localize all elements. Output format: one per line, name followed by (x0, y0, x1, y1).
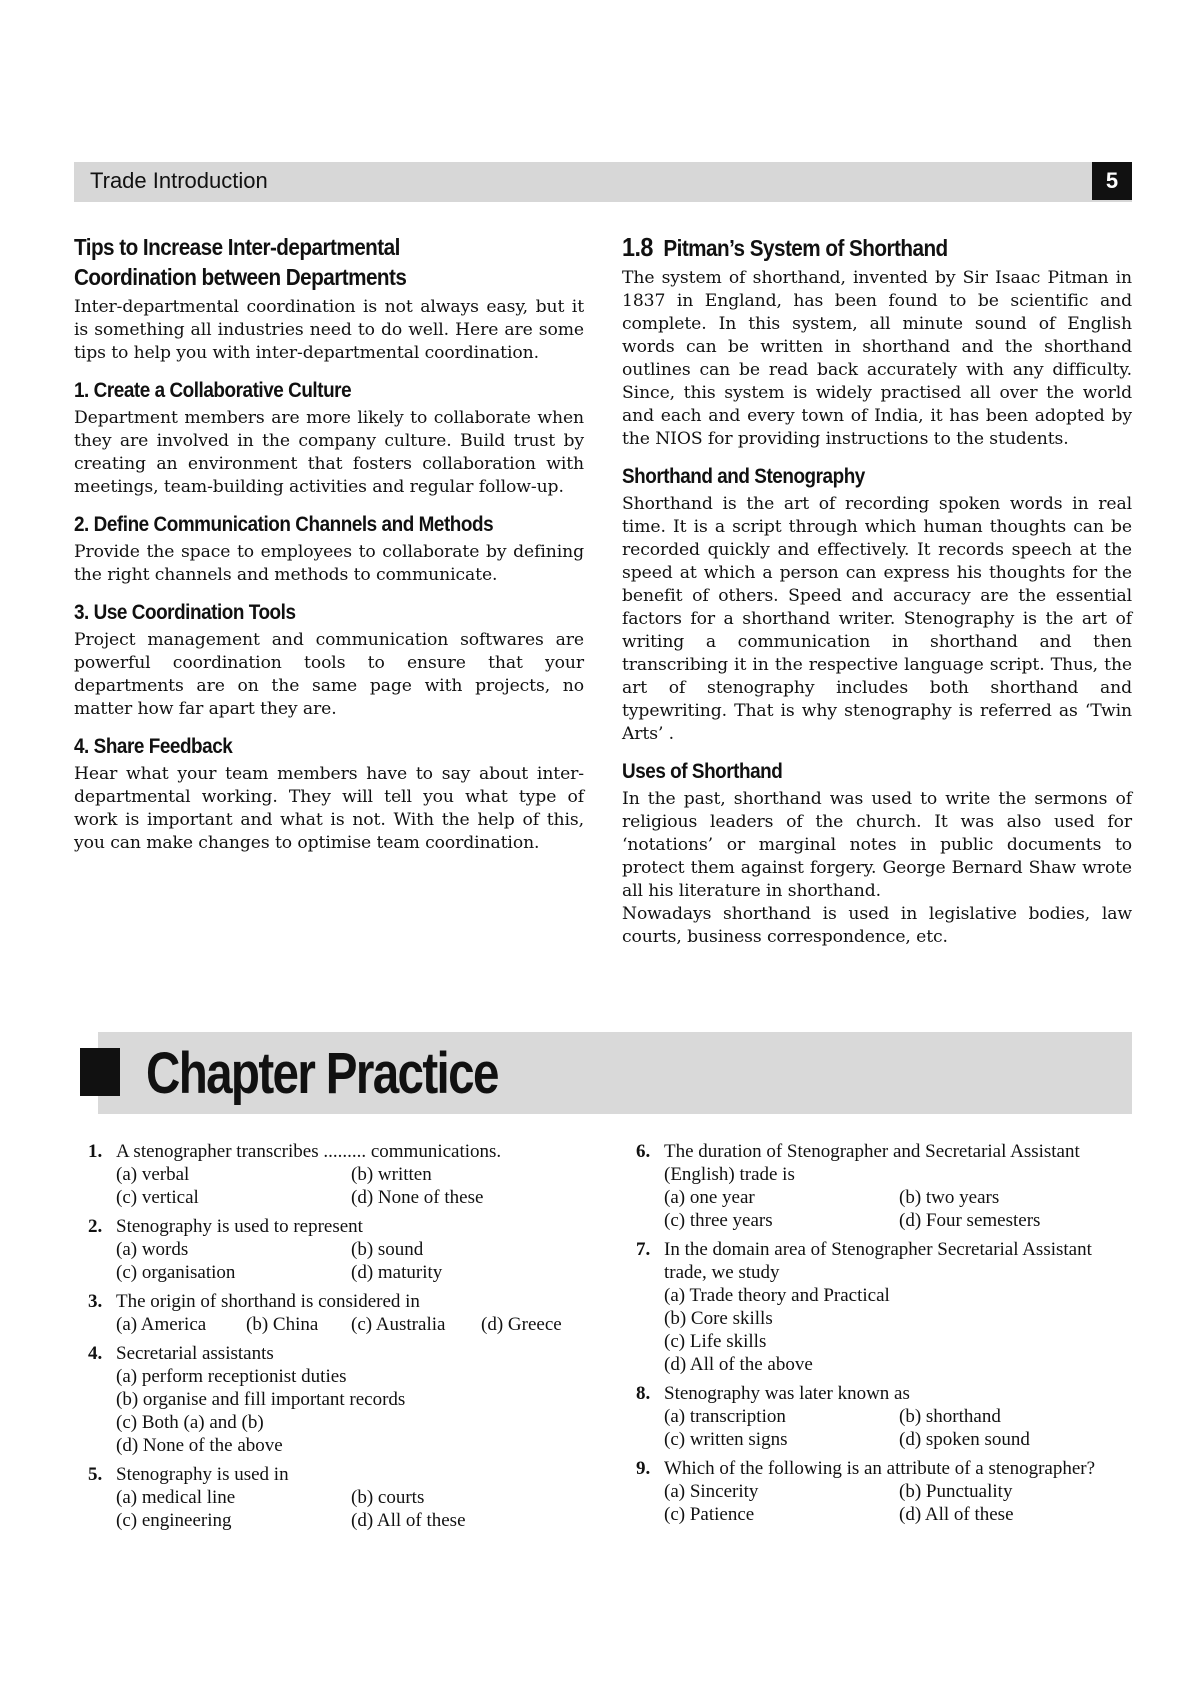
question-number: 3. (88, 1291, 103, 1312)
question-item (88, 1342, 558, 1457)
steno-text: Shorthand is the art of recording spoken words in real time. It is a script through which human thoughts can be recorded quickly and effectively. It records speech at the speed at which a person can express his thoughts for the benefit of others. Speed and accuracy are the essential factors for a shorthand writer. Stenography is the art of writing a communication in shorthand and then transcribing it in the respective language script. Thus, the art of stenography includes both shorthand and typewriting. That is why stenography is referred as ‘Twin Arts’ . (622, 494, 1132, 744)
option: (b) written (351, 1164, 432, 1185)
section-text: Project management and communication softwares are powerful coordination tools to ensure that your departments are on the same page with projects, no matter how far apart they are. (74, 630, 584, 719)
chapter-marker (80, 1048, 120, 1096)
option: (c) Life skills (664, 1331, 767, 1352)
right-column (622, 232, 1132, 949)
question-text: Stenography was later known as (664, 1383, 910, 1404)
uses-heading: Uses of Shorthand (622, 760, 783, 783)
option: (d) None of these (351, 1187, 484, 1208)
question-number: 4. (88, 1343, 103, 1364)
question-text: Secretarial assistants (116, 1343, 274, 1364)
question-text: The duration of Stenographer and Secretarial Assistant (English) trade is (664, 1141, 1080, 1185)
option: (b) sound (351, 1239, 424, 1260)
section-text: Provide the space to employees to collaborate by defining the right channels and methods to communicate. (74, 542, 584, 585)
section-heading: 3. Use Coordination Tools (74, 601, 296, 624)
question-text: Stenography is used to represent (116, 1216, 363, 1237)
section-title: Pitman’s System of Shorthand (663, 235, 948, 261)
option: (a) medical line (116, 1487, 236, 1508)
option: (c) Both (a) and (b) (116, 1412, 264, 1433)
question-text: The origin of shorthand is considered in (116, 1291, 420, 1312)
uses-text: In the past, shorthand was used to write the sermons of religious leaders of the church. It was also used for ‘notations’ or marginal notes in public documents to protect them against forgery. George Bernard Shaw wrote all his literature in shorthand. (622, 789, 1132, 901)
option: (b) Core skills (664, 1308, 773, 1329)
option: (c) vertical (116, 1187, 199, 1208)
section-text: Department members are more likely to collaborate when they are involved in the company culture. Build trust by creating an environment that fosters collaboration with meetings, team-building activities and regular follow-up. (74, 408, 584, 497)
option: (d) Four semesters (899, 1210, 1041, 1231)
section-number: 1.8 (622, 232, 653, 262)
question-text: Which of the following is an attribute of a stenographer? (664, 1458, 1096, 1479)
question-item (636, 1140, 1136, 1232)
option: (d) None of the above (116, 1435, 283, 1456)
option: (a) transcription (664, 1406, 786, 1427)
section-heading: 4. Share Feedback (74, 735, 233, 758)
option: (a) perform receptionist duties (116, 1366, 347, 1387)
option: (a) one year (664, 1187, 755, 1208)
option: (d) All of these (351, 1510, 466, 1531)
question-number: 9. (636, 1458, 651, 1479)
option: (b) China (246, 1314, 319, 1335)
option: (a) America (116, 1314, 207, 1335)
question-item (88, 1215, 558, 1284)
question-item (88, 1463, 558, 1532)
question-item (636, 1457, 1136, 1526)
question-text: Stenography is used in (116, 1464, 289, 1485)
option: (d) spoken sound (899, 1429, 1030, 1450)
pitman-heading (622, 232, 1081, 263)
left-column (74, 232, 584, 855)
option: (d) All of these (899, 1504, 1014, 1525)
steno-heading: Shorthand and Stenography (622, 465, 865, 488)
option: (b) shorthand (899, 1406, 1001, 1427)
option: (a) words (116, 1239, 189, 1260)
option: (b) organise and fill important records (116, 1389, 406, 1410)
question-number: 7. (636, 1239, 651, 1260)
tips-heading-line1: Tips to Increase Inter-departmental (74, 234, 400, 260)
question-number: 1. (88, 1141, 103, 1162)
question-text: A stenographer transcribes ......... communications. (116, 1141, 502, 1162)
question-item (88, 1140, 558, 1209)
questions-right-column (636, 1140, 1136, 1532)
option: (b) courts (351, 1487, 425, 1508)
tips-heading-line2: Coordination between Departments (74, 264, 407, 290)
option: (d) Greece (481, 1314, 562, 1335)
option: (c) Patience (664, 1504, 755, 1525)
option: (c) engineering (116, 1510, 232, 1531)
questions-left-column (88, 1140, 562, 1538)
question-number: 8. (636, 1383, 651, 1404)
uses-text: Nowadays shorthand is used in legislative bodies, law courts, business correspondence, etc. (622, 904, 1132, 947)
section-heading: 1. Create a Collaborative Culture (74, 379, 352, 402)
option: (a) Sincerity (664, 1481, 759, 1502)
option: (a) Trade theory and Practical (664, 1285, 890, 1306)
question-number: 5. (88, 1464, 103, 1485)
question-item (636, 1382, 1136, 1451)
option: (a) verbal (116, 1164, 190, 1185)
option: (c) organisation (116, 1262, 236, 1283)
question-number: 2. (88, 1216, 103, 1237)
pitman-intro: The system of shorthand, invented by Sir Isaac Pitman in 1837 in England, has been found to be scientific and complete. In this system, all minute sound of English words can be written in shorthand and the shorthand outlines can be read back accurately with any difficulty. Since, this system is widely practised all over the world and each and every town of India, it has been adopted by the NIOS for providing instructions to the students. (622, 268, 1132, 449)
section-text: Hear what your team members have to say about inter-departmental working. They will tell you what type of work is important and what is not. With the help of this, you can make changes to optimise team coordination. (74, 764, 584, 853)
option: (d) maturity (351, 1262, 443, 1283)
tips-intro: Inter-departmental coordination is not always easy, but it is something all industries need to do well. Here are some tips to help you with inter-departmental coordination. (74, 297, 584, 363)
option: (c) three years (664, 1210, 773, 1231)
chapter-title: Chapter Practice (146, 1041, 498, 1106)
section-heading: 2. Define Communication Channels and Methods (74, 513, 494, 536)
page-number: 5 (1092, 162, 1132, 200)
option: (c) Australia (351, 1314, 446, 1335)
option: (b) Punctuality (899, 1481, 1013, 1502)
option: (d) All of the above (664, 1354, 813, 1375)
running-header (74, 162, 1132, 202)
question-item (88, 1290, 562, 1336)
option: (b) two years (899, 1187, 1000, 1208)
question-number: 6. (636, 1141, 651, 1162)
header-title: Trade Introduction (90, 168, 268, 193)
question-item (636, 1238, 1136, 1376)
option: (c) written signs (664, 1429, 788, 1450)
tips-heading (74, 232, 533, 292)
question-text: In the domain area of Stenographer Secretarial Assistant trade, we study (664, 1239, 1092, 1283)
